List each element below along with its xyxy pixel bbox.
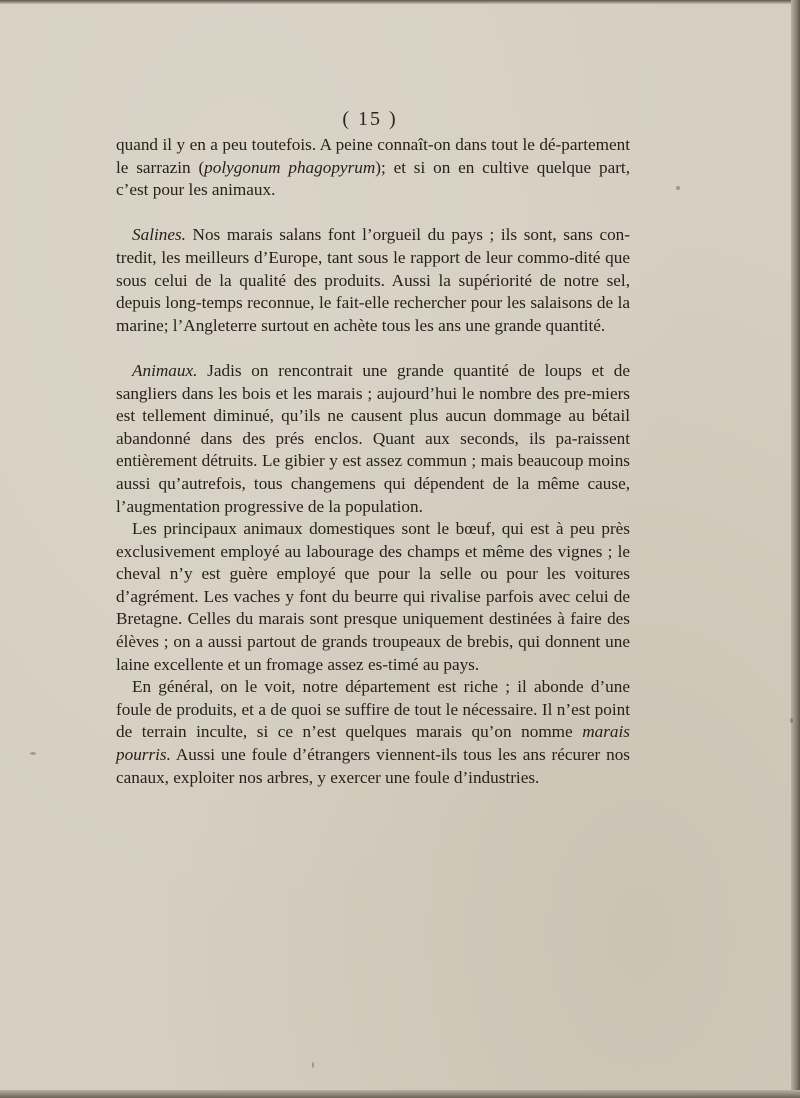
paragraph-crops (116, 134, 630, 202)
paragraph-text: Les principaux animaux domestiques sont le bœuf, qui est à peu près exclusivement employé au labourage des champs et même des vignes ; le cheval n’y est guère employé que pour la selle ou pour les voitures d’agrément. Les vaches y font du beurre qui rivalise parfois avec celui de Bretagne. Celles du marais sont presque uniquement destinées à faire des élèves ; on a aussi partout de grands troupeaux de brebis, qui donnent une laine excellente et un fromage assez es-timé au pays. (116, 519, 630, 674)
paper-speck (30, 752, 36, 755)
paragraph-domestic-animals (116, 518, 630, 676)
page-bottom-edge (0, 1090, 800, 1098)
paper-speck (790, 718, 793, 723)
paragraph-text-tail: Aussi une foule d’étrangers viennent-ils tous les ans récurer nos canaux, exploiter nos arbres, y exercer une foule d’industries. (116, 745, 630, 787)
paragraph-salines (116, 224, 630, 337)
section-lead-animaux: Animaux. (132, 360, 198, 380)
paragraph-text-tail: ); et si on en cultive quelque part, c’est pour les animaux. (116, 157, 630, 200)
paragraph-text: quand il y en a peu toutefois. A peine connaît-on dans tout le dé-partement le sarrazin ( (116, 135, 630, 177)
paragraph-text: Jadis on rencontrait une grande quantité de loups et de sangliers dans les bois et les marais ; aujourd’hui le nombre des pre-miers est tellement diminué, qu’ils ne causent plus aucun dommage au bétail abandonné dans des prés enclos. Quant aux seconds, ils pa-raissent entièrement détruits. Le gibier y est assez commun ; mais beaucoup moins aussi qu’autrefois, tous changemens qui dépendent de la même cause, l’augmentation progressive de la population. (116, 360, 630, 516)
paragraph-text: Nos marais salans font l’orgueil du pays ; ils sont, sans con-tredit, les meilleurs d’Europe, tant sous le rapport de leur commo-dité que sous celui de la qualité des produits. Aussi la supériorité de notre sel, depuis long-temps reconnue, le fait-elle rechercher pour les salaisons de la marine; l’Angleterre surtout en achète tous les ans une grande quantité. (116, 225, 630, 335)
paragraph-text: En général, on le voit, notre département est riche ; il abonde d’une foule de produits, et a de quoi se suffire de tout le nécessaire. Il n’est point de terrain inculte, si ce n’est quelques marais qu’on nomme (116, 677, 630, 742)
latin-name: polygonum phagopyrum (204, 157, 376, 177)
page-right-edge (791, 0, 800, 1098)
paragraph-conclusion (116, 676, 630, 789)
paragraph-animaux (116, 360, 630, 518)
paper-speck (676, 186, 680, 190)
page-top-edge (0, 0, 800, 4)
paper-speck (312, 1062, 314, 1068)
section-lead-salines: Salines. (132, 225, 186, 245)
marais-pourris-term: marais pourris. (116, 722, 630, 765)
page-number: ( 15 ) (342, 108, 398, 130)
body-text (116, 134, 630, 789)
